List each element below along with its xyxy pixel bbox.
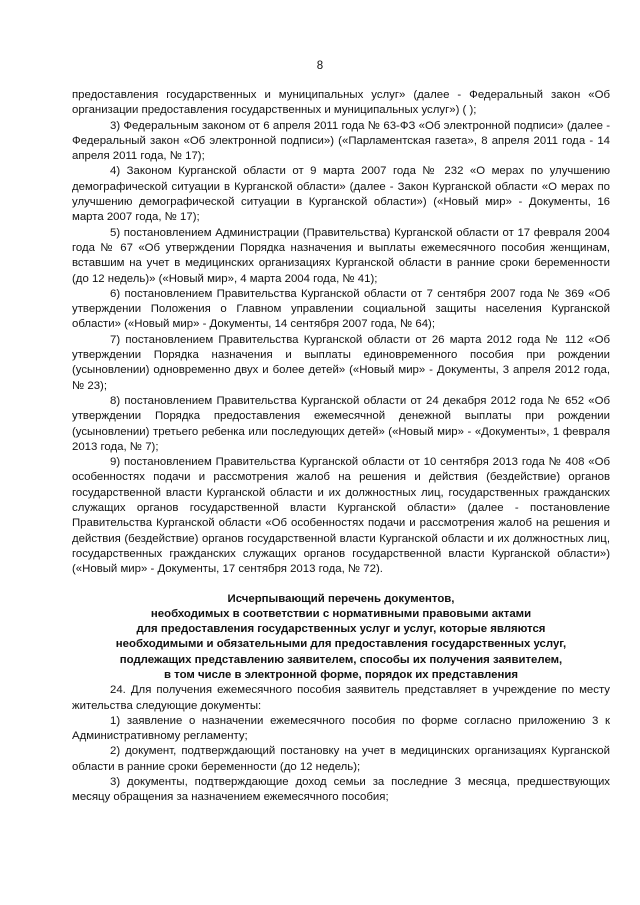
heading-line: подлежащих представлению заявителем, способы их получения заявителем,	[119, 653, 563, 666]
document-item-3: 3) документы, подтверждающие доход семьи за последние 3 месяца, предшествующих месяцу обращения за назначением ежемесячного пособия;	[72, 776, 610, 804]
paragraph-continuation: предоставления государственных и муниципальных услуг» (далее - Федеральный закон «Об организации предоставления государственных и муниципальных услуг») ( );	[72, 89, 610, 117]
list-item-7: 7) постановлением Правительства Курганской области от 26 марта 2012 года № 112 «Об утверждении Порядка назначения и выплаты единовременного пособия при рождении (усыновлении) одновременно двух и более детей» («Новый мир» - Документы, 3 апреля 2012 года, № 23);	[72, 333, 610, 392]
document-item-1: 1) заявление о назначении ежемесячного пособия по форме согласно приложению 3 к Административному регламенту;	[72, 714, 610, 743]
list-item-9: 9) постановлением Правительства Курганской области от 10 сентября 2013 года № 408 «Об особенностях подачи и рассмотрения жалоб на решения и действия (бездействие) органов государственной власти Курганской области и их должностных лиц, государственных гражданских служащих органов государственной власти Курганской области» (далее - постановление Правительства Курганской области «Об особенностях подачи и рассмотрения жалоб на решения и действия (бездействие) органов государственной власти Курганской области и их должностных лиц, государственных гражданских служащих органов государственной власти Курганской области») («Новый мир» - Документы, 17 сентября 2013 года, № 72).	[72, 456, 610, 576]
list-item-6: 6) постановлением Правительства Курганской области от 7 сентября 2007 года № 369 «Об утверждении Положения о Главном управлении социальной защиты населения Курганской области» («Новый мир» - Документы, 14 сентября 2007 года, № 64);	[72, 287, 610, 331]
document-item-2: 2) документ, подтверждающий постановку на учет в медицинских организациях Курганской области в ранние сроки беременности (до 12 недель);	[72, 745, 610, 773]
paragraph-24: 24. Для получения ежемесячного пособия заявитель представляет в учреждение по месту жительства следующие документы:	[72, 684, 610, 712]
heading-line: необходимых в соответствии с нормативными правовыми актами	[150, 607, 532, 620]
page-number: 8	[316, 60, 324, 72]
heading-line: Исчерпывающий перечень документов,	[227, 592, 455, 605]
heading-line: в том числе в электронной форме, порядок их представления	[163, 668, 519, 681]
list-item-3: 3) Федеральным законом от 6 апреля 2011 года № 63-ФЗ «Об электронной подписи» (далее - Федеральный закон «Об электронной подписи») («Парламентская газета», 8 апреля 2011 года - 14 апреля 2011 года, № 17);	[72, 119, 610, 163]
document-body	[72, 88, 610, 806]
heading-line: для предоставления государственных услуг и услуг, которые являются	[136, 623, 546, 636]
list-item-4: 4) Законом Курганской области от 9 марта 2007 года № 232 «О мерах по улучшению демографической ситуации в Курганской области» (далее - Закон Курганской области «О мерах по улучшению демографической ситуации в Курганской области») («Новый мир» - Документы, 16 марта 2007 года, № 17);	[72, 165, 610, 224]
section-heading	[72, 592, 610, 684]
heading-line: необходимыми и обязательными для предоставления государственных услуг,	[115, 638, 567, 651]
list-item-5: 5) постановлением Администрации (Правительства) Курганской области от 17 февраля 2004 года № 67 «Об утверждении Порядка назначения и выплаты ежемесячного пособия женщинам, вставшим на учет в медицинских организациях Курганской области в ранние сроки беременности (до 12 недель)» («Новый мир», 4 марта 2004 года, № 41);	[72, 226, 610, 285]
list-item-8: 8) постановлением Правительства Курганской области от 24 декабря 2012 года № 652 «Об утверждении Порядка предоставления ежемесячной денежной выплаты при рождении (усыновлении) третьего ребенка или последующих детей» («Новый мир» - «Документы», 1 февраля 2013 года, № 7);	[72, 394, 610, 453]
